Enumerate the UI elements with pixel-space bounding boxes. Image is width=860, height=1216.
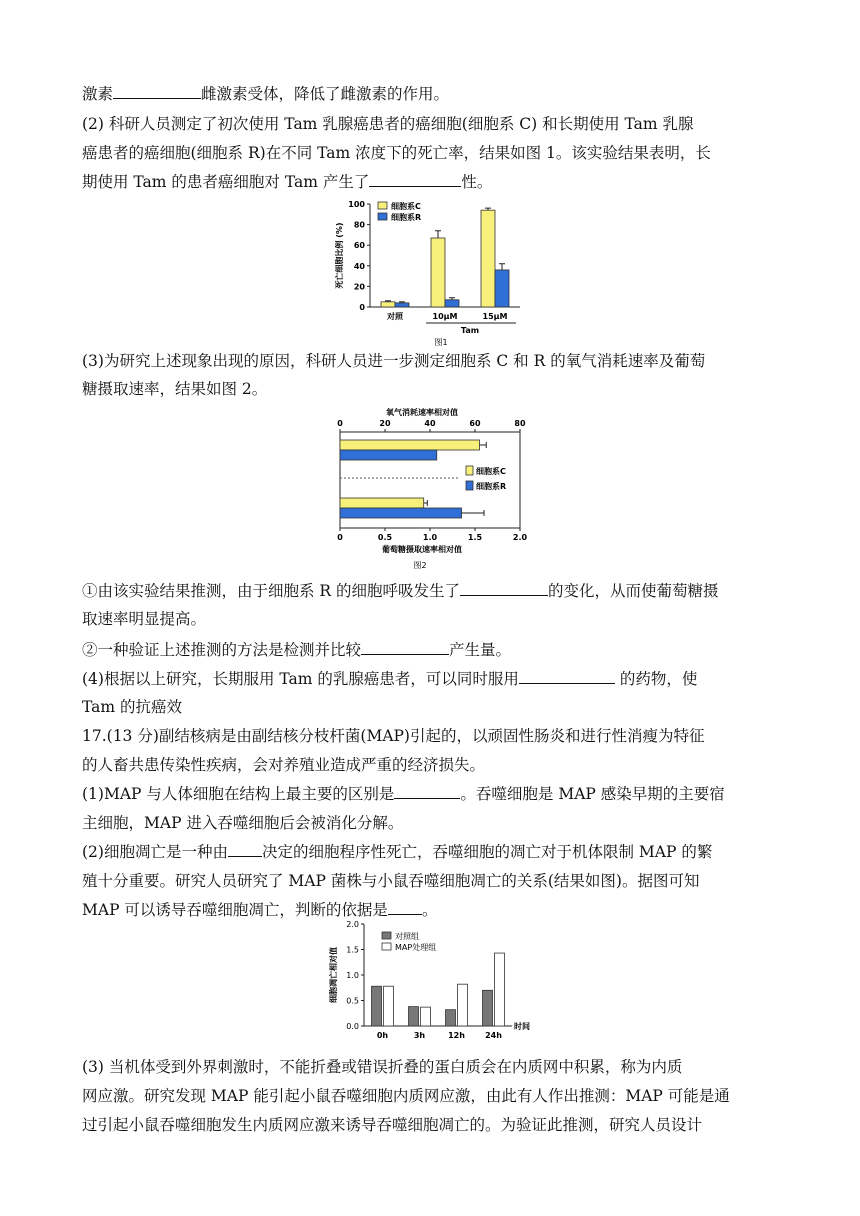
x-tick-label: 15μM <box>482 312 508 321</box>
text-segment: 。吞噬细胞是 MAP 感染早期的主要宿 <box>460 785 725 803</box>
text-line: (2) 科研人员测定了初次使用 Tam 乳腺癌患者的癌细胞(细胞系 C) 和长期使用 Tam 乳腺 <box>82 115 694 133</box>
x-tick-label: 12h <box>448 1031 465 1040</box>
oxygen-bar <box>340 440 480 450</box>
y-tick-label: 100 <box>348 200 365 209</box>
legend-label: 细胞系R <box>391 213 422 222</box>
text-line: (3) 当机体受到外界刺激时，不能折叠或错误折叠的蛋白质会在内质网中积累，称为内质 <box>82 1058 683 1076</box>
x-tick-label: 10μM <box>432 312 458 321</box>
legend-swatch <box>382 932 391 939</box>
bottom-tick-label: 0.5 <box>377 533 393 542</box>
bar <box>372 986 382 1026</box>
answer-blank[interactable] <box>361 640 449 655</box>
answer-blank[interactable] <box>113 84 201 99</box>
top-tick-label: 80 <box>514 419 526 428</box>
text-line <box>82 842 712 862</box>
bottom-tick-label: 2.0 <box>512 533 528 542</box>
bar <box>409 1007 419 1026</box>
bottom-axis-label: 葡萄糖摄取速率相对值 <box>382 545 462 554</box>
figure-caption: 图1 <box>434 338 448 346</box>
legend-swatch <box>378 202 387 209</box>
text-line: 癌患者的癌细胞(细胞系 R)在不同 Tam 浓度下的死亡率，结果如图 1。该实验结果表明，长 <box>82 144 711 162</box>
legend-swatch <box>382 943 391 950</box>
top-axis-label: 氧气消耗速率相对值 <box>386 408 458 417</box>
text-line <box>82 640 511 660</box>
text-line <box>82 669 697 689</box>
answer-blank[interactable] <box>394 784 460 799</box>
bar <box>483 990 493 1026</box>
text-segment: 激素 <box>82 85 114 103</box>
text-line <box>82 172 492 192</box>
y-tick-label: 0.0 <box>346 1022 359 1031</box>
text-segment: ②一种验证上述推测的方法是检测并比较 <box>82 641 362 659</box>
answer-blank[interactable] <box>369 172 461 187</box>
legend-label: 细胞系R <box>476 482 507 491</box>
text-segment: (1)MAP 与人体细胞在结构上最主要的区别是 <box>82 785 395 803</box>
figure-caption: 图2 <box>413 561 427 570</box>
text-segment: 的变化，从而使葡萄糖摄 <box>548 582 719 600</box>
text-line: 过引起小鼠吞噬细胞发生内质网应激来诱导吞噬细胞凋亡的。为验证此推测，研究人员设计 <box>82 1116 703 1134</box>
y-tick-label: 1.5 <box>346 945 359 955</box>
bar <box>458 984 468 1026</box>
top-tick-label: 20 <box>379 419 391 428</box>
bar <box>495 270 509 307</box>
y-axis-label: 死亡细胞比例 (%) <box>335 222 344 289</box>
text-line: 糖摄取速率，结果如图 2。 <box>82 380 268 398</box>
text-line <box>82 581 719 601</box>
y-axis-label: 细胞凋亡相对值 <box>329 947 338 1003</box>
legend-label: MAP处理组 <box>395 943 437 952</box>
bar <box>421 1007 431 1026</box>
top-tick-label: 60 <box>469 419 481 428</box>
legend-label: 对照组 <box>395 932 419 941</box>
bottom-tick-label: 1.0 <box>422 533 438 542</box>
text-line: 17.(13 分)副结核病是由副结核分枝杆菌(MAP)引起的，以顽固性肠炎和进行性消瘦为特征 <box>82 727 705 745</box>
answer-blank[interactable] <box>519 669 615 684</box>
glucose-bar <box>340 498 424 508</box>
answer-blank[interactable] <box>228 842 262 857</box>
bottom-tick-label: 0 <box>337 533 343 542</box>
bottom-tick-label: 1.5 <box>467 533 483 542</box>
text-segment: ①由该实验结果推测，由于细胞系 R 的细胞呼吸发生了 <box>82 582 461 600</box>
bar <box>445 300 459 307</box>
text-line: Tam 的抗癌效 <box>82 698 183 716</box>
y-tick-label: 20 <box>353 282 365 292</box>
x-tick-label: 3h <box>413 1031 426 1040</box>
x-axis-label: 时间 <box>514 1022 530 1031</box>
bar <box>481 210 495 307</box>
legend-swatch <box>466 466 473 475</box>
answer-blank[interactable] <box>388 900 422 915</box>
text-segment: 期使用 Tam 的患者癌细胞对 Tam 产生了 <box>82 173 370 191</box>
text-segment: MAP 可以诱导吞噬细胞凋亡，判断的依据是 <box>82 901 388 919</box>
text-line: 殖十分重要。研究人员研究了 MAP 菌株与小鼠吞噬细胞凋亡的关系(结果如图)。据图可知 <box>82 872 700 890</box>
top-tick-label: 0 <box>337 419 343 428</box>
text-line: 网应激。研究发现 MAP 能引起小鼠吞噬细胞内质网应激，由此有人作出推测：MAP 可能是通 <box>82 1087 730 1105</box>
y-tick-label: 0 <box>359 303 365 312</box>
legend-swatch <box>378 213 387 220</box>
text-line: 的人畜共患传染性疾病，会对养殖业造成严重的经济损失。 <box>82 756 486 774</box>
bar <box>446 1010 456 1026</box>
answer-blank[interactable] <box>460 581 548 596</box>
text-segment: 的药物，使 <box>614 670 698 688</box>
apoptosis-chart <box>326 916 546 1044</box>
text-line <box>82 84 449 104</box>
legend-label: 细胞系C <box>391 202 421 211</box>
figure-2-chart <box>318 404 543 574</box>
y-tick-label: 1.0 <box>346 971 359 980</box>
text-line <box>82 784 725 804</box>
text-segment: (4)根据以上研究，长期服用 Tam 的乳腺癌患者，可以同时服用 <box>82 670 519 688</box>
legend-swatch <box>466 481 473 490</box>
text-line: 主细胞，MAP 进入吞噬细胞后会被消化分解。 <box>82 814 404 832</box>
y-tick-label: 40 <box>353 261 365 271</box>
text-segment: 雌激素受体，降低了雌激素的作用。 <box>201 85 450 103</box>
x-tick-label: 对照 <box>387 312 403 321</box>
bar <box>381 302 395 307</box>
oxygen-bar <box>340 450 437 460</box>
figure-1-chart <box>330 194 530 346</box>
text-segment: 决定的细胞程序性死亡，吞噬细胞的凋亡对于机体限制 MAP 的繁 <box>261 843 713 861</box>
legend-label: 细胞系C <box>476 467 506 476</box>
y-tick-label: 80 <box>353 220 365 230</box>
text-line: (3)为研究上述现象出现的原因，科研人员进一步测定细胞系 C 和 R 的氧气消耗速率及葡萄 <box>82 352 706 370</box>
text-segment: (2)细胞凋亡是一种由 <box>82 843 228 861</box>
bar <box>431 238 445 307</box>
bar <box>384 986 394 1026</box>
bar <box>495 953 505 1026</box>
y-tick-label: 0.5 <box>346 996 359 1006</box>
y-tick-label: 2.0 <box>346 920 359 929</box>
bar <box>395 303 409 307</box>
text-line: 取速率明显提高。 <box>82 610 207 628</box>
x-tick-label: 0h <box>376 1031 389 1040</box>
glucose-bar <box>340 508 462 518</box>
text-segment: 性。 <box>461 173 493 191</box>
text-segment: 。 <box>421 901 438 919</box>
group-label: Tam <box>460 326 480 335</box>
x-tick-label: 24h <box>485 1031 502 1040</box>
top-tick-label: 40 <box>424 419 436 428</box>
text-segment: 产生量。 <box>449 641 512 659</box>
y-tick-label: 60 <box>353 241 365 251</box>
